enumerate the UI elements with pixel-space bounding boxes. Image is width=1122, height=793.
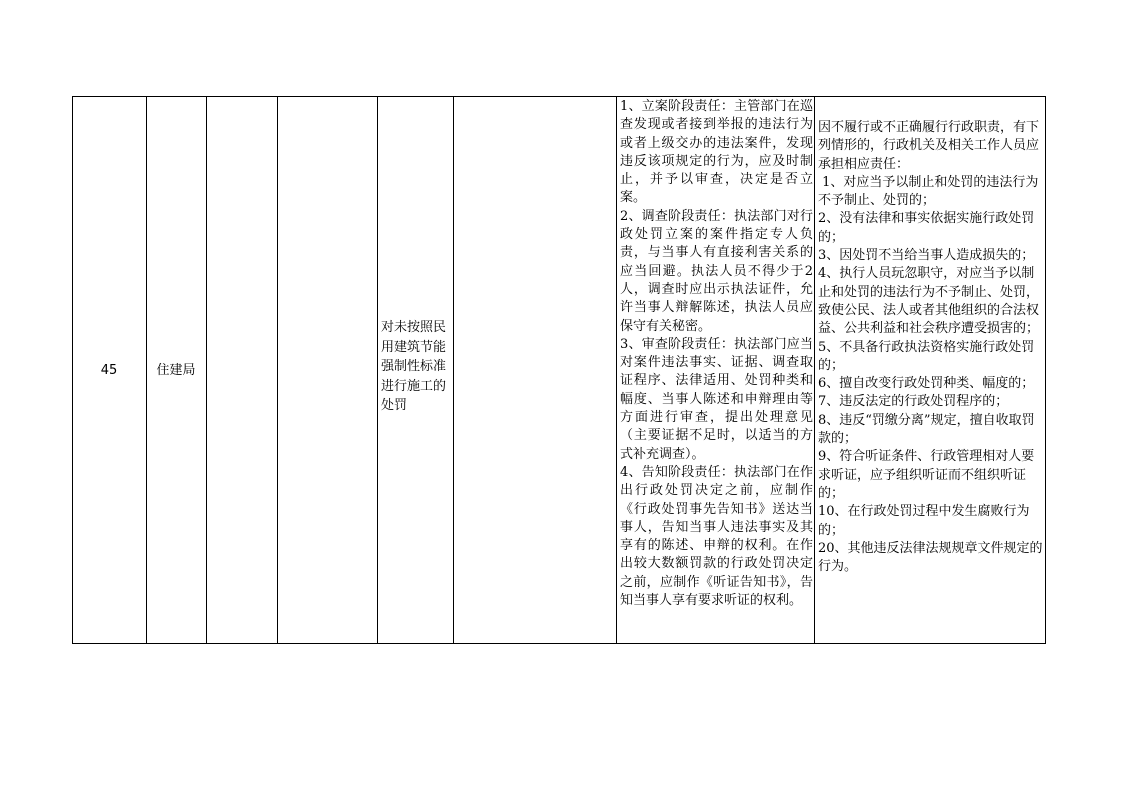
liability-item: 5、不具备行政执法资格实施行政处罚的； [818,339,1035,373]
liability-item: 8、违反“罚缴分离”规定，擅自收取罚款的； [818,412,1035,447]
liability-item: 2、没有法律和事实依据实施行政处罚的； [818,211,1035,245]
responsibility-paragraph: 4、告知阶段责任：执法部门在作出行政处罚决定之前，应制作《行政处罚事先告知书》送达当事人，告知当事人违法事实及其享有的陈述、申辩的权利。在作出较大数额罚款的行政处罚决定之前，应制作《听证告知书》，告知当事人享有要求听证的权利。 [620,464,813,609]
responsibility-cell [617,97,814,643]
responsibility-paragraph: 1、立案阶段责任：主管部门在巡查发现或者接到举报的违法行为或者上级交办的违法案件，发现违反该项规定的行为，应及时制止，并予以审查，决定是否立案。 [620,99,813,206]
department-cell: 住建局 [156,363,196,378]
responsibility-paragraph: 2、调查阶段责任：执法部门对行政处罚立案的案件指定专人负责，与当事人有直接利害关系的应当回避。执法人员不得少于2人，调查时应出示执法证件，允许当事人辩解陈述，执法人员应保守有关秘密。 [620,208,813,334]
liability-item: 20、其他违反法律法规规章文件规定的行为。 [818,540,1043,575]
liability-intro: 因不履行或不正确履行行政职责，有下列情形的，行政机关及相关工作人员应承担相应责任： [818,120,1040,172]
liability-item: 1、对应当予以制止和处罚的违法行为不予制止、处罚的； [818,174,1039,209]
responsibility-text [620,98,813,610]
liability-item: 6、擅自改变行政处罚种类、幅度的； [818,376,1035,392]
column-divider [377,96,378,644]
item-name-cell: 对未按照民用建筑节能强制性标准进行施工的处罚 [381,320,447,413]
liability-cell [818,119,1043,576]
row-number: 45 [100,363,118,378]
liability-item: 4、执行人员玩忽职守，对应当予以制止和处罚的违法行为不予制止、处罚，致使公民、法人或者其他组织的合法权益、公共利益和社会秩序遭受损害的； [818,266,1040,337]
liability-item: 7、违反法定的行政处罚程序的； [818,394,1009,410]
column-divider [277,96,278,644]
column-divider [206,96,207,644]
column-divider [814,96,815,644]
liability-item: 3、因处罚不当给当事人造成损失的； [818,248,1035,264]
responsibility-paragraph: 3、审查阶段责任：执法部门应当对案件违法事实、证据、调查取证程序、法律适用、处罚种类和幅度、当事人陈述和申辩理由等方面进行审查，提出处理意见（主要证据不足时，以适当的方式补充调查）。 [620,336,813,462]
liability-item: 9、符合听证条件、行政管理相对人要求听证，应予组织听证而不组织听证的； [818,449,1035,501]
column-divider [453,96,454,644]
liability-item: 10、在行政处罚过程中发生腐败行为的； [818,504,1030,538]
